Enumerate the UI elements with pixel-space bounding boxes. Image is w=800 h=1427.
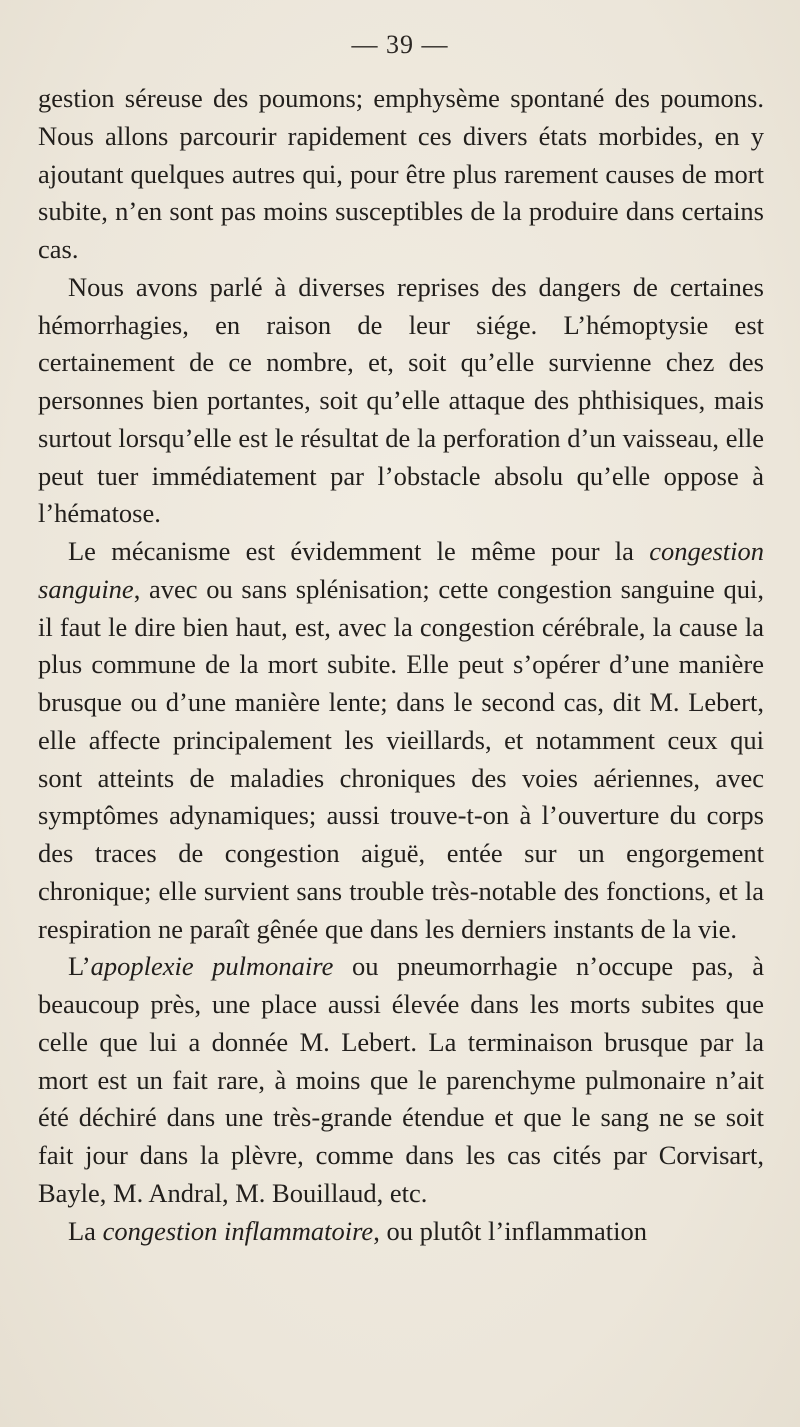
paragraph-3-text-b: , avec ou sans splénisation; cette congestion sanguine qui, il faut le dire bien haut, est, avec la congestion cérébrale, la cause la plus commune de la mort subite. Elle peut s’opérer d’une manière brusque ou d’une manière lente; dans le second cas, dit M. Lebert, elle affecte principalement les vieillards, et notamment ceux qui sont atteints de maladies chroniques des voies aériennes, avec symptômes adynamiques; aussi trouve-t-on à l’ouverture du corps des traces de congestion aiguë, entée sur un engorgement chronique; elle survient sans trouble très-notable des fonctions, et la respiration ne paraît gênée que dans les derniers instants de la vie.: [38, 573, 764, 944]
paragraph-1-text: gestion séreuse des poumons; emphysème spontané des poumons. Nous allons parcourir rapidement ces divers états morbides, en y ajoutant quelques autres qui, pour être plus rarement causes de mort subite, n’en sont pas moins susceptibles de la produire dans certains cas.: [38, 83, 764, 264]
paragraph-4: [38, 948, 764, 1212]
paragraph-4-text-a: L’: [68, 951, 91, 982]
paragraph-5-italic: congestion inflammatoire: [102, 1215, 374, 1246]
paragraph-5: [38, 1213, 764, 1251]
page-number: — 39 —: [351, 30, 449, 59]
paragraph-3-italic: congestion sanguine: [38, 536, 764, 604]
paragraph-1: [38, 80, 764, 269]
paragraph-3-text-a: Le mécanisme est évidemment le même pour la: [68, 536, 650, 566]
paragraph-4-text-b: ou pneumorrhagie n’occupe pas, à beaucoup près, une place aussi élevée dans les morts subites que celle que lui a donnée M. Lebert. La terminaison brusque par la mort est un fait rare, à moins que le parenchyme pulmonaire n’ait été déchiré dans une très-grande étendue et que le sang ne se soit fait jour dans la plèvre, comme dans les cas cités par Corvisart, Bayle, M. Andral, M. Bouillaud, etc.: [38, 951, 765, 1208]
paragraph-5-text-a: La: [68, 1215, 103, 1246]
paragraph-5-text-b: , ou plutôt l’inflammation: [373, 1215, 648, 1246]
paragraph-2: [38, 269, 764, 533]
paragraph-2-text: Nous avons parlé à diverses reprises des dangers de certaines hémorrhagies, en raison de leur siége. L’hémoptysie est certainement de ce nombre, et, soit qu’elle survienne chez des personnes bien portantes, soit qu’elle attaque des phthisiques, mais surtout lorsqu’elle est le résultat de la perforation d’un vaisseau, elle peut tuer immédiatement par l’obstacle absolu qu’elle oppose à l’hématose.: [38, 271, 764, 529]
paragraph-3: [38, 533, 764, 948]
paragraph-4-italic: apoplexie pulmonaire: [90, 951, 334, 982]
body-text: [38, 80, 764, 1250]
